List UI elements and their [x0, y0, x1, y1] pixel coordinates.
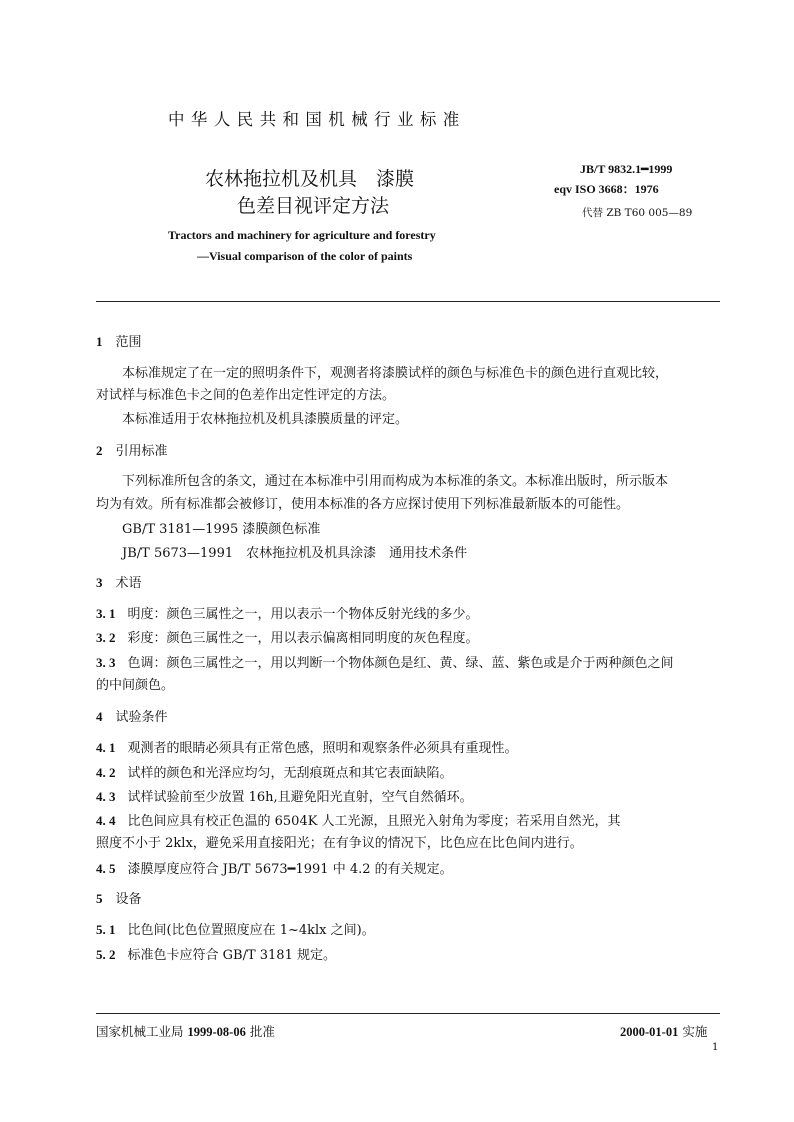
reference-item: JB/T 5673—1991 农林拖拉机及机具涂漆 通用技术条件 [122, 546, 468, 561]
paragraph-line: 本标准适用于农林拖拉机及机具漆膜质量的评定。 [122, 412, 409, 427]
section-heading-terms [96, 572, 142, 595]
section-title: 范围 [115, 335, 142, 350]
clause-text: 色调：颜色三属性之一，用以判断一个物体颜色是红、黄、绿、蓝、紫色或是介于两种颜色之间 [127, 656, 674, 671]
clause [96, 737, 518, 760]
approve-label: 批准 [249, 1024, 275, 1039]
clause-number: 3. 3 [96, 655, 116, 670]
section-title: 引用标准 [115, 444, 168, 459]
clause-text: 标准色卡应符合 GB/T 3181 规定。 [127, 948, 336, 963]
clause-number: 4. 5 [96, 861, 116, 876]
clause-continuation: 照度不小于 2klx，避免采用直接阳光；在有争议的情况下，比色应在比色间内进行。 [96, 836, 583, 851]
section-heading-references [96, 440, 168, 463]
effective-info [620, 1022, 707, 1040]
header-divider [96, 301, 720, 302]
section-number: 2 [96, 443, 103, 458]
clause-text: 彩度：颜色三属性之一，用以表示偏离相同明度的灰色程度。 [127, 631, 479, 646]
clause-number: 3. 2 [96, 630, 116, 645]
clause-text: 观测者的眼睛必须具有正常色感，照明和观察条件必须具有重现性。 [127, 741, 518, 756]
section-heading-scope [96, 331, 142, 354]
section-number: 1 [96, 334, 103, 349]
clause-number: 4. 4 [96, 813, 116, 828]
clause [96, 603, 479, 626]
clause [96, 762, 453, 785]
issuing-organization: 中华人民共和国机械行业标准 [168, 110, 466, 129]
clause-number: 4. 3 [96, 789, 116, 804]
clause-text: 明度：颜色三属性之一，用以表示一个物体反射光线的多少。 [127, 607, 479, 622]
footer-divider [96, 1013, 720, 1014]
reference-item: GB/T 3181—1995 漆膜颜色标准 [122, 522, 321, 537]
clause-number: 3. 1 [96, 606, 116, 621]
page-number: 1 [712, 1042, 719, 1053]
clause-number: 4. 1 [96, 740, 116, 755]
title-en-line1: Tractors and machinery for agriculture and forestry [168, 228, 436, 242]
clause [96, 652, 674, 675]
approve-date: 1999-08-06 [187, 1025, 246, 1039]
paragraph-line: 对试样与标准色卡之间的色差作出定性评定的方法。 [96, 388, 396, 403]
clause-number: 4. 2 [96, 765, 116, 780]
title-en-line2: —Visual comparison of the color of paints [197, 249, 413, 263]
clause [96, 627, 479, 650]
section-title: 试验条件 [115, 710, 168, 725]
section-number: 5 [96, 891, 103, 906]
effective-date: 2000-01-01 [620, 1025, 679, 1039]
clause-text: 试样试验前至少放置 16h,且避免阳光直射，空气自然循环。 [127, 790, 473, 805]
clause-text: 试样的颜色和光泽应均匀，无刮痕斑点和其它表面缺陷。 [127, 766, 453, 781]
clause-continuation: 的中间颜色。 [96, 678, 175, 693]
clause [96, 810, 621, 833]
issuer: 国家机械工业局 [96, 1024, 184, 1039]
effective-label: 实施 [682, 1024, 708, 1039]
approval-info [96, 1022, 275, 1040]
replaced-standard: 代替 ZB T60 005—89 [582, 207, 693, 219]
paragraph-line: 本标准规定了在一定的照明条件下，观测者将漆膜试样的颜色与标准色卡的颜色进行直观比较， [122, 366, 669, 381]
clause [96, 858, 453, 881]
paragraph-line: 均为有效。所有标准都会被修订，使用本标准的各方应探讨使用下列标准最新版本的可能性。 [96, 497, 630, 512]
clause [96, 944, 336, 967]
standard-code: JB/T 9832.1━1999 [580, 162, 673, 176]
section-number: 3 [96, 575, 103, 590]
equivalent-standard: eqv ISO 3668：1976 [554, 182, 659, 196]
title-cn-line2: 色差目视评定方法 [237, 195, 390, 217]
section-heading-test-conditions [96, 706, 168, 729]
paragraph-line: 下列标准所包含的条文，通过在本标准中引用而构成为本标准的条文。本标准出版时，所示版本 [122, 474, 669, 489]
clause-text: 比色间应具有校正色温的 6504K 人工光源，且照光入射角为零度；若采用自然光，其 [127, 814, 621, 829]
section-number: 4 [96, 709, 103, 724]
clause [96, 786, 473, 809]
clause-number: 5. 1 [96, 922, 116, 937]
clause-number: 5. 2 [96, 947, 116, 962]
clause-text: 比色间(比色位置照度应在 1~4klx 之间)。 [127, 923, 375, 938]
clause-text: 漆膜厚度应符合 JB/T 5673━1991 中 4.2 的有关规定。 [127, 862, 453, 877]
section-heading-equipment [96, 888, 142, 911]
section-title: 设备 [115, 892, 142, 907]
title-cn-line1: 农林拖拉机及机具 漆膜 [205, 168, 415, 190]
section-title: 术语 [115, 576, 142, 591]
clause [96, 919, 375, 942]
